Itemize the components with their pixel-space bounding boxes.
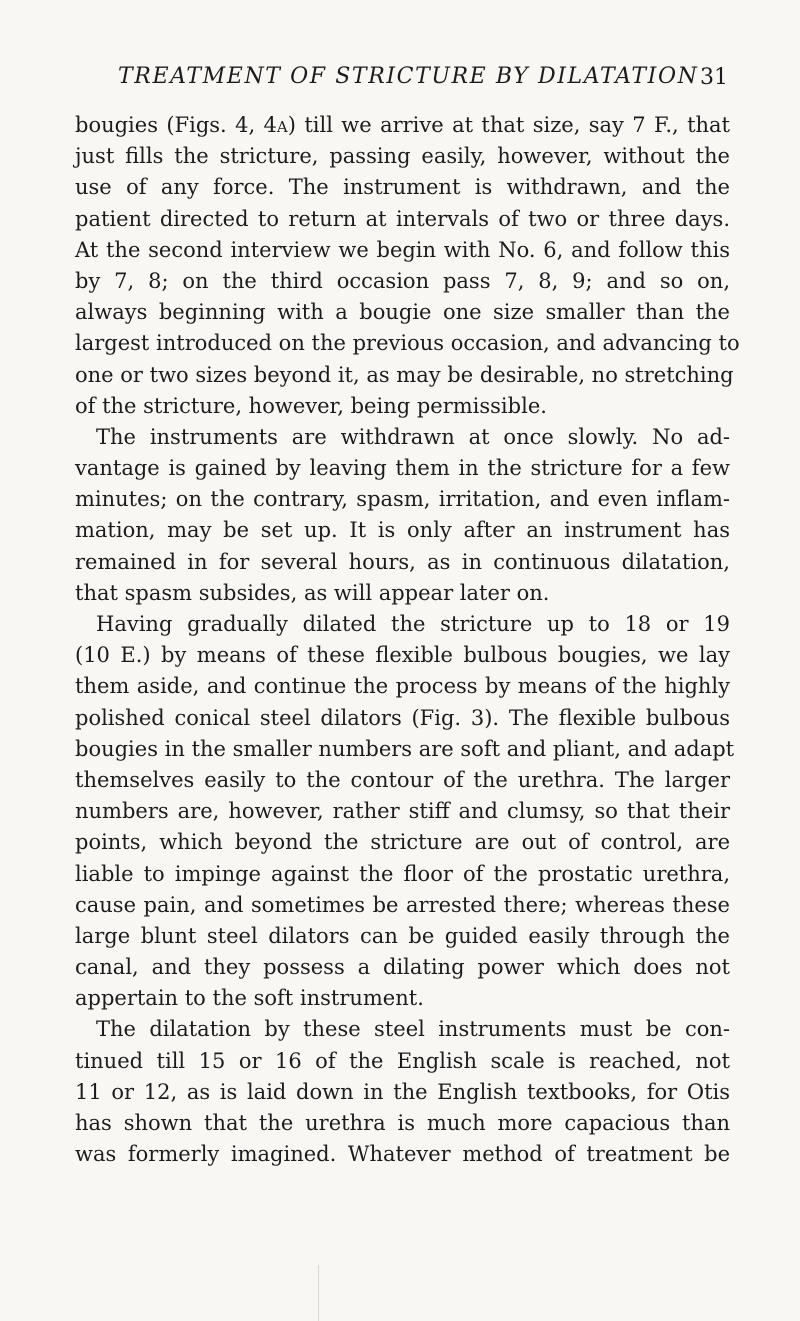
text-line: At the second interview we begin with No. 6, and follow this [75,237,730,262]
text-line: minutes; on the contrary, spasm, irritation, and even inflam- [75,487,730,512]
text-line: was formerly imagined. Whatever method of treatment be [75,1142,730,1167]
text-line: large blunt steel dilators can be guided easily through the [75,923,730,948]
text-line [75,110,730,141]
text-line: Having gradually dilated the stricture up to 18 or 19 [96,612,730,636]
text-line: bougies in the smaller numbers are soft and pliant, and adapt [75,736,735,761]
text-line: patient directed to return at intervals of two or three days. [75,206,730,231]
text-line: (10 E.) by means of these flexible bulbous bougies, we lay [75,643,730,668]
text-line: remained in for several hours, as in continuous dilatation, [75,549,730,574]
page-number: 31 [700,65,728,90]
text-line: appertain to the soft instrument. [75,986,424,1011]
text-line: that spasm subsides, as will appear later on. [75,580,550,605]
running-header [118,64,728,94]
text-line: largest introduced on the previous occasion, and advancing to [75,331,740,356]
text-line: use of any force. The instrument is withdrawn, and the [75,175,730,200]
text-line: just fills the stricture, passing easily, however, without the [75,144,730,169]
text-line: vantage is gained by leaving them in the stricture for a few [75,456,730,481]
margin-pencil-mark [318,1265,319,1321]
text-line: numbers are, however, rather stiff and clumsy, so that their [75,799,730,824]
text-line: has shown that the urethra is much more capacious than [75,1111,730,1135]
body-text [75,110,740,1170]
text-line: one or two sizes beyond it, as may be desirable, no stretching [75,362,734,387]
text-line: The instruments are withdrawn at once slowly. No ad- [96,424,730,449]
text-line: always beginning with a bougie one size smaller than the [75,300,730,325]
text-line: them aside, and continue the process by means of the highly [75,674,730,699]
text-run: bougies (Figs. 4, 4 [75,113,277,137]
text-line: canal, and they possess a dilating power which does not [75,955,730,980]
text-line: themselves easily to the contour of the urethra. The larger [75,767,730,792]
running-title: TREATMENT OF STRICTURE BY DILATATION [118,64,699,89]
text-line: polished conical steel dilators (Fig. 3). The flexible bulbous [75,705,730,730]
text-line: of the stricture, however, being permissible. [75,393,547,418]
text-line: by 7, 8; on the third occasion pass 7, 8, 9; and so on, [75,268,730,293]
text-line: mation, may be set up. It is only after an instrument has [75,518,730,543]
figure-suffix-smallcaps: a [276,113,288,137]
text-line: tinued till 15 or 16 of the English scale is reached, not [75,1048,730,1073]
text-line: liable to impinge against the floor of the prostatic urethra, [75,861,730,886]
text-line: 11 or 12, as is laid down in the English textbooks, for Otis [75,1079,730,1104]
text-line: The dilatation by these steel instruments must be con- [96,1017,730,1042]
text-run: ) till we arrive at that size, say 7 F., that [287,113,730,137]
text-line: cause pain, and sometimes be arrested there; whereas these [75,892,730,917]
text-line: points, which beyond the stricture are out of control, are [75,830,730,855]
